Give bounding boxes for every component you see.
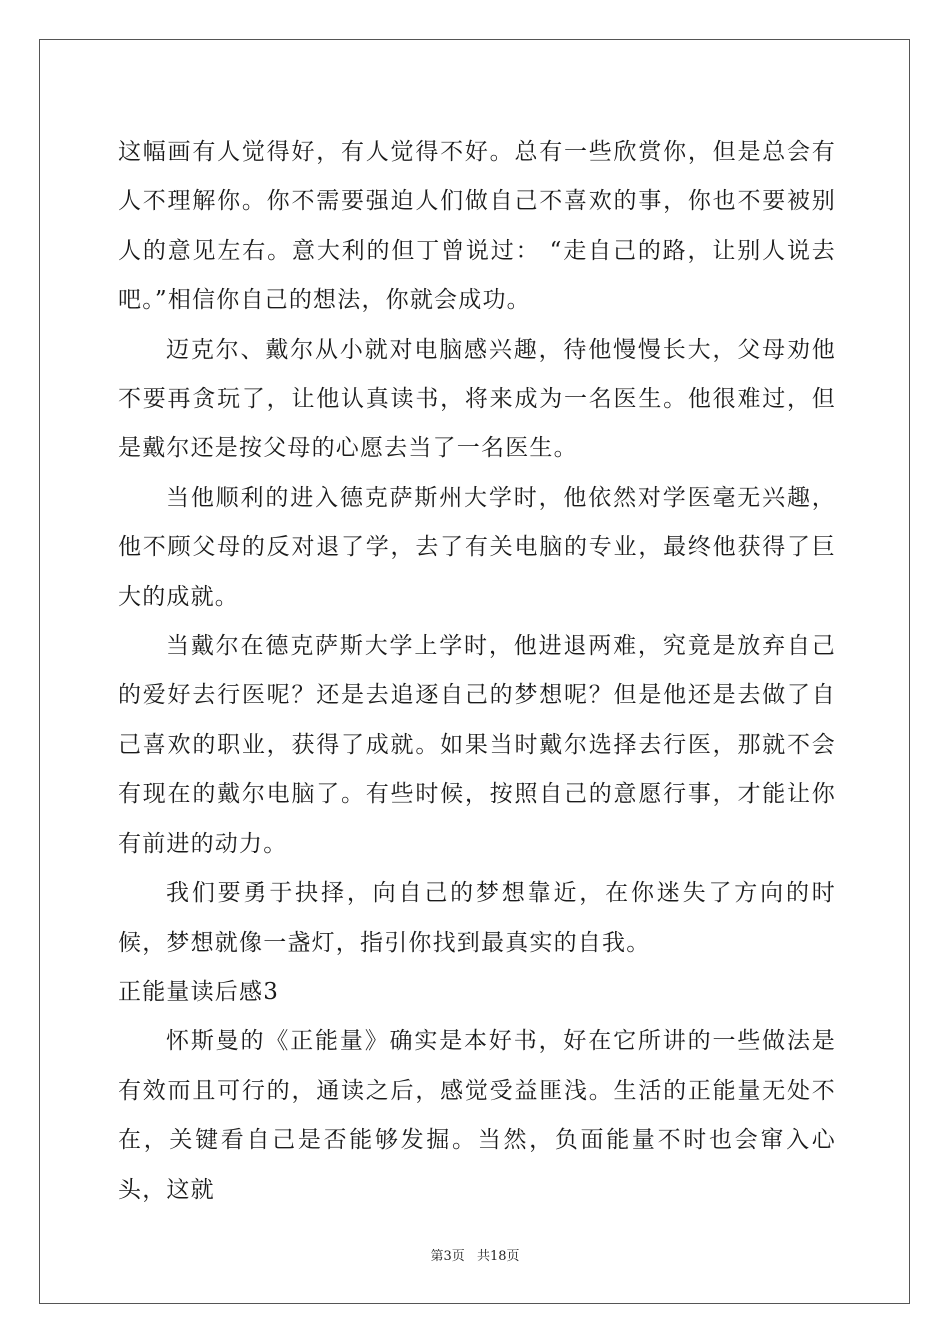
paragraph-2: 迈克尔、戴尔从小就对电脑感兴趣，待他慢慢长大，父母劝他不要再贪玩了，让他认真读书，将来成为一名医生。他很难过，但是戴尔还是按父母的心愿去当了一名医生。 [118,336,836,462]
page-footer [0,1245,950,1264]
paragraph-5: 我们要勇于抉择，向自己的梦想靠近，在你迷失了方向的时候，梦想就像一盏灯，指引你找到最真实的自我。 [118,880,836,956]
section-heading: 正能量读后感3 [118,978,280,1005]
paragraph-6: 怀斯曼的《正能量》确实是本好书，好在它所讲的一些做法是有效而且可行的，通读之后，感觉受益匪浅。生活的正能量无处不在，关键看自己是否能够发掘。当然，负面能量不时也会窜入心头，这就 [118,1028,836,1203]
paragraph-1: 这幅画有人觉得好，有人觉得不好。总有一些欣赏你，但是总会有人不理解你。你不需要强迫人们做自己不喜欢的事，你也不要被别人的意见左右。意大利的但丁曾说过： “走自己的路，让别人说去吧。”相信你自己的想法，你就会成功。 [118,139,836,314]
page-number: 第3页 [430,1249,465,1264]
paragraph-3: 当他顺利的进入德克萨斯州大学时，他依然对学医毫无兴趣，他不顾父母的反对退了学，去了有关电脑的专业，最终他获得了巨大的成就。 [118,484,836,610]
page-total: 共18页 [476,1249,520,1264]
paragraph-4: 当戴尔在德克萨斯大学上学时，他进退两难，究竟是放弃自己的爱好去行医呢？还是去追逐自己的梦想呢？但是他还是去做了自己喜欢的职业，获得了成就。如果当时戴尔选择去行医，那就不会有现在的戴尔电脑了。有些时候，按照自己的意愿行事，才能让你有前进的动力。 [118,633,836,857]
document-body [118,128,836,1215]
